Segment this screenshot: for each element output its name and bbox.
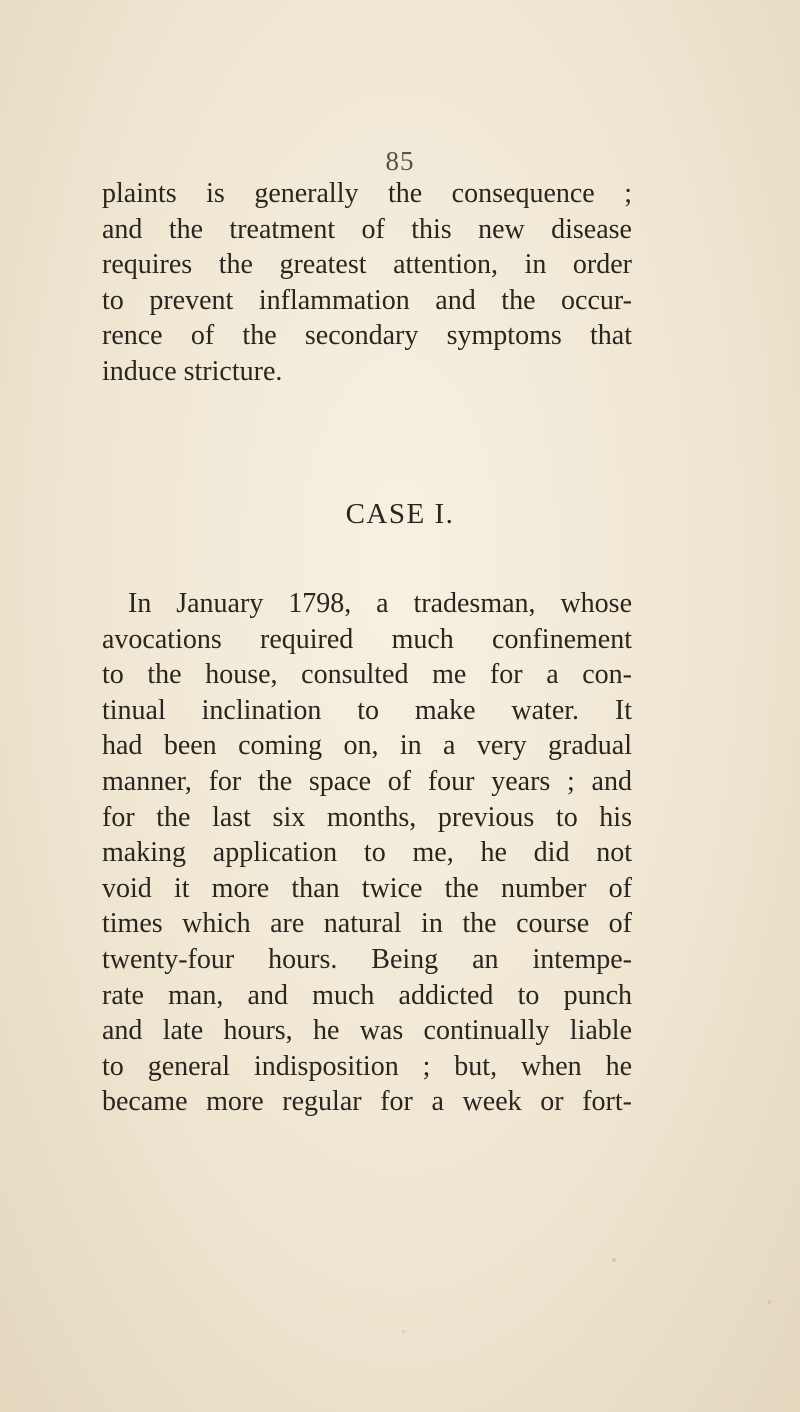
text-line: became more regular for a week or fort- — [102, 1086, 632, 1118]
text-line: manner, for the space of four years ; and — [102, 765, 632, 797]
page-number: 85 — [385, 146, 415, 176]
text-line: rate man, and much addicted to punch — [102, 979, 632, 1011]
text-line: to general indisposition ; but, when he — [102, 1050, 632, 1082]
text-line: to the house, consulted me for a con- — [102, 659, 632, 691]
text-line: void it more than twice the number of — [102, 872, 632, 904]
text-line: rence of the secondary symptoms that — [102, 320, 632, 352]
text-line: to prevent inflammation and the occur- — [102, 284, 632, 316]
text-line: times which are natural in the course of — [102, 908, 632, 940]
text-line: and late hours, he was continually liable — [102, 1015, 632, 1047]
text-line: plaints is generally the consequence ; — [102, 178, 632, 209]
text-line: In January 1798, a tradesman, whose — [128, 588, 632, 619]
text-line: tinual inclination to make water. It — [102, 694, 632, 726]
paper-spot — [768, 1300, 771, 1305]
text-line: for the last six months, previous to his — [102, 801, 632, 833]
text-line: had been coming on, in a very gradual — [102, 730, 632, 762]
text-line: twenty-four hours. Being an intempe- — [102, 943, 632, 975]
text-line: making application to me, he did not — [102, 837, 632, 869]
text-line: induce stricture. — [102, 355, 283, 387]
paper-spot — [612, 1258, 616, 1262]
case-heading: CASE I. — [345, 498, 455, 530]
intro-paragraph — [102, 176, 632, 390]
text-line: avocations required much confinement — [102, 623, 632, 655]
text-line: requires the greatest attention, in order — [102, 249, 632, 281]
text-line: and the treatment of this new disease — [102, 213, 632, 245]
case-paragraph — [102, 586, 632, 1120]
paper-spot — [402, 1330, 405, 1333]
